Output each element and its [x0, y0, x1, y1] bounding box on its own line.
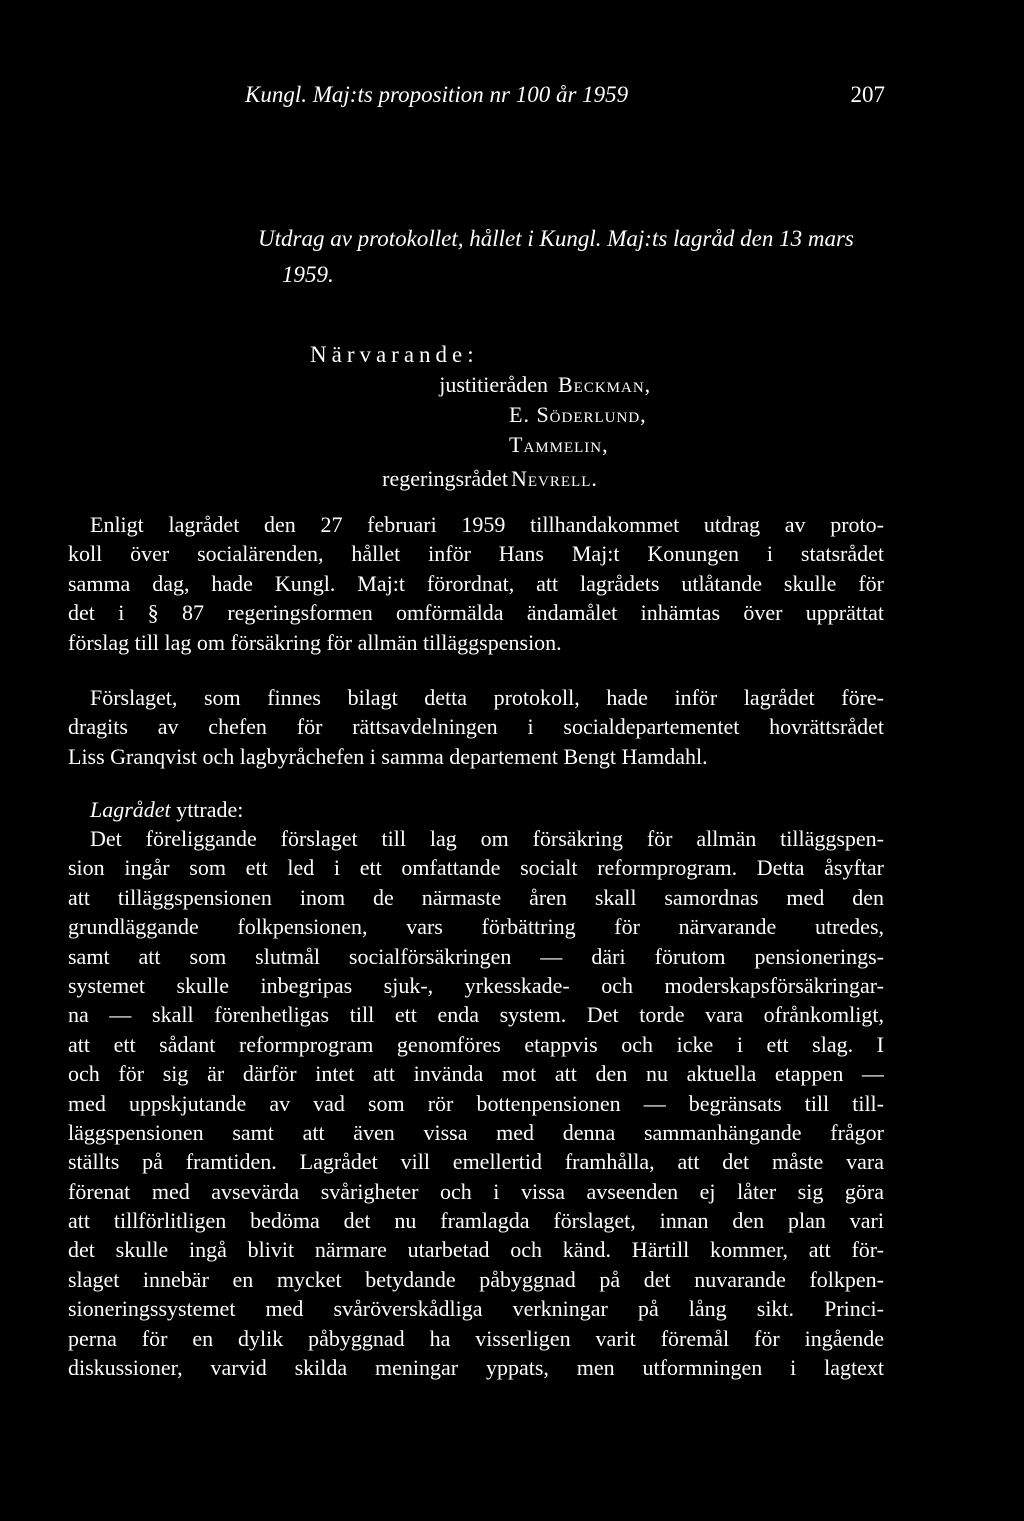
- text-line: slaget innebär en mycket betydande påbyggnad på det nuvarande folkpen-: [68, 1266, 884, 1292]
- text-line: läggspensionen samt att även vissa med denna sammanhängande frågor: [68, 1119, 884, 1145]
- text-line: Enligt lagrådet den 27 februari 1959 tillhandakommet utdrag av proto-: [90, 512, 884, 537]
- member-name: Beckman,: [558, 372, 652, 397]
- text-line: grundläggande folkpensionen, vars förbättring för närvarande utredes,: [68, 914, 884, 940]
- statement-heading-line: [68, 795, 884, 824]
- text-line: samma dag, hade Kungl. Maj:t förordnat, att lagrådets utlåtande skulle för: [68, 570, 884, 596]
- paragraph-statement: [68, 824, 884, 1382]
- text-line: Det föreliggande förslaget till lag om försäkring för allmän tilläggspen-: [90, 826, 884, 851]
- text-line: Förslaget, som finnes bilagt detta protokoll, hade inför lagrådet före-: [90, 685, 884, 710]
- running-title: Kungl. Maj:ts proposition nr 100 år 1959: [245, 82, 629, 107]
- text-line: det skulle ingå blivit närmare utarbetad och känd. Härtill kommer, att för-: [68, 1237, 884, 1263]
- text-line: med uppskjutande av vad som rör bottenpensionen — begränsats till till-: [68, 1090, 884, 1116]
- page-number: 207: [850, 82, 885, 107]
- text-line: att ett sådant reformprogram genomföres etappvis och icke i ett slag. I: [68, 1031, 884, 1057]
- text-line: att tillförlitligen bedöma det nu framlagda förslaget, innan den plan vari: [68, 1208, 884, 1234]
- member-row: [330, 430, 838, 460]
- protocol-heading: [258, 221, 898, 293]
- text-line: diskussioner, varvid skilda meningar yppats, men utformningen i lagtext: [68, 1355, 884, 1381]
- paragraph-presentation: [68, 683, 884, 771]
- text-line: att tilläggspensionen inom de närmaste åren skall samordnas med den: [68, 884, 884, 910]
- text-line: samt att som slutmål socialförsäkringen — däri förutom pensionerings-: [68, 943, 884, 969]
- lagradet-suffix: yttrade:: [170, 797, 244, 822]
- text-line: ställts på framtiden. Lagrådet vill emellertid framhålla, att det måste vara: [68, 1149, 884, 1175]
- protocol-heading-line-2: 1959.: [282, 262, 334, 287]
- text-line: förslag till lag om försäkring för allmän tilläggspension.: [68, 629, 562, 655]
- member-name: Nevrell.: [511, 466, 598, 491]
- text-line: na — skall förenhetligas till ett enda system. Det torde vara ofrånkomligt,: [68, 1002, 884, 1028]
- member-role: justitieråden: [439, 372, 548, 397]
- lagradet-statement-label: [68, 795, 884, 824]
- text-line: dragits av chefen för rättsavdelningen i socialdepartementet hovrättsrådet: [68, 714, 884, 740]
- member-row: [330, 370, 838, 400]
- lagradet-label: Lagrådet: [90, 797, 171, 822]
- member-row: [330, 464, 838, 494]
- text-line: förenat med avsevärda svårigheter och i vissa avseenden ej låter sig göra: [68, 1178, 884, 1204]
- protocol-heading-line-1: Utdrag av protokollet, hållet i Kungl. Maj:ts lagråd den 13 mars: [258, 226, 854, 251]
- present-label: Närvarande:: [310, 342, 479, 367]
- text-line: systemet skulle inbegripas sjuk-, yrkesskade- och moderskapsförsäkringar-: [68, 972, 884, 998]
- text-line: koll över socialärenden, hållet inför Hans Maj:t Konungen i statsrådet: [68, 541, 884, 567]
- member-role: regeringsrådet: [382, 466, 508, 491]
- text-line: sion ingår som ett led i ett omfattande socialt reformprogram. Detta åsyftar: [68, 855, 884, 881]
- text-line: perna för en dylik påbyggnad ha visserligen varit föremål för ingående: [68, 1325, 884, 1351]
- paragraph-request: [68, 510, 884, 657]
- text-line: sioneringssystemet med svåröverskådliga verkningar på lång sikt. Princi-: [68, 1296, 884, 1322]
- member-row: [330, 400, 838, 430]
- text-line: Liss Granqvist och lagbyråchefen i samma departement Bengt Hamdahl.: [68, 743, 708, 769]
- member-name: Tammelin,: [509, 432, 609, 457]
- text-line: och för sig är därför intet att invända mot att den nu aktuella etappen —: [68, 1061, 884, 1087]
- member-name: E. Söderlund,: [509, 402, 647, 427]
- running-header: [245, 80, 885, 110]
- text-line: det i § 87 regeringsformen omförmälda ändamålet inhämtas över upprättat: [68, 600, 884, 626]
